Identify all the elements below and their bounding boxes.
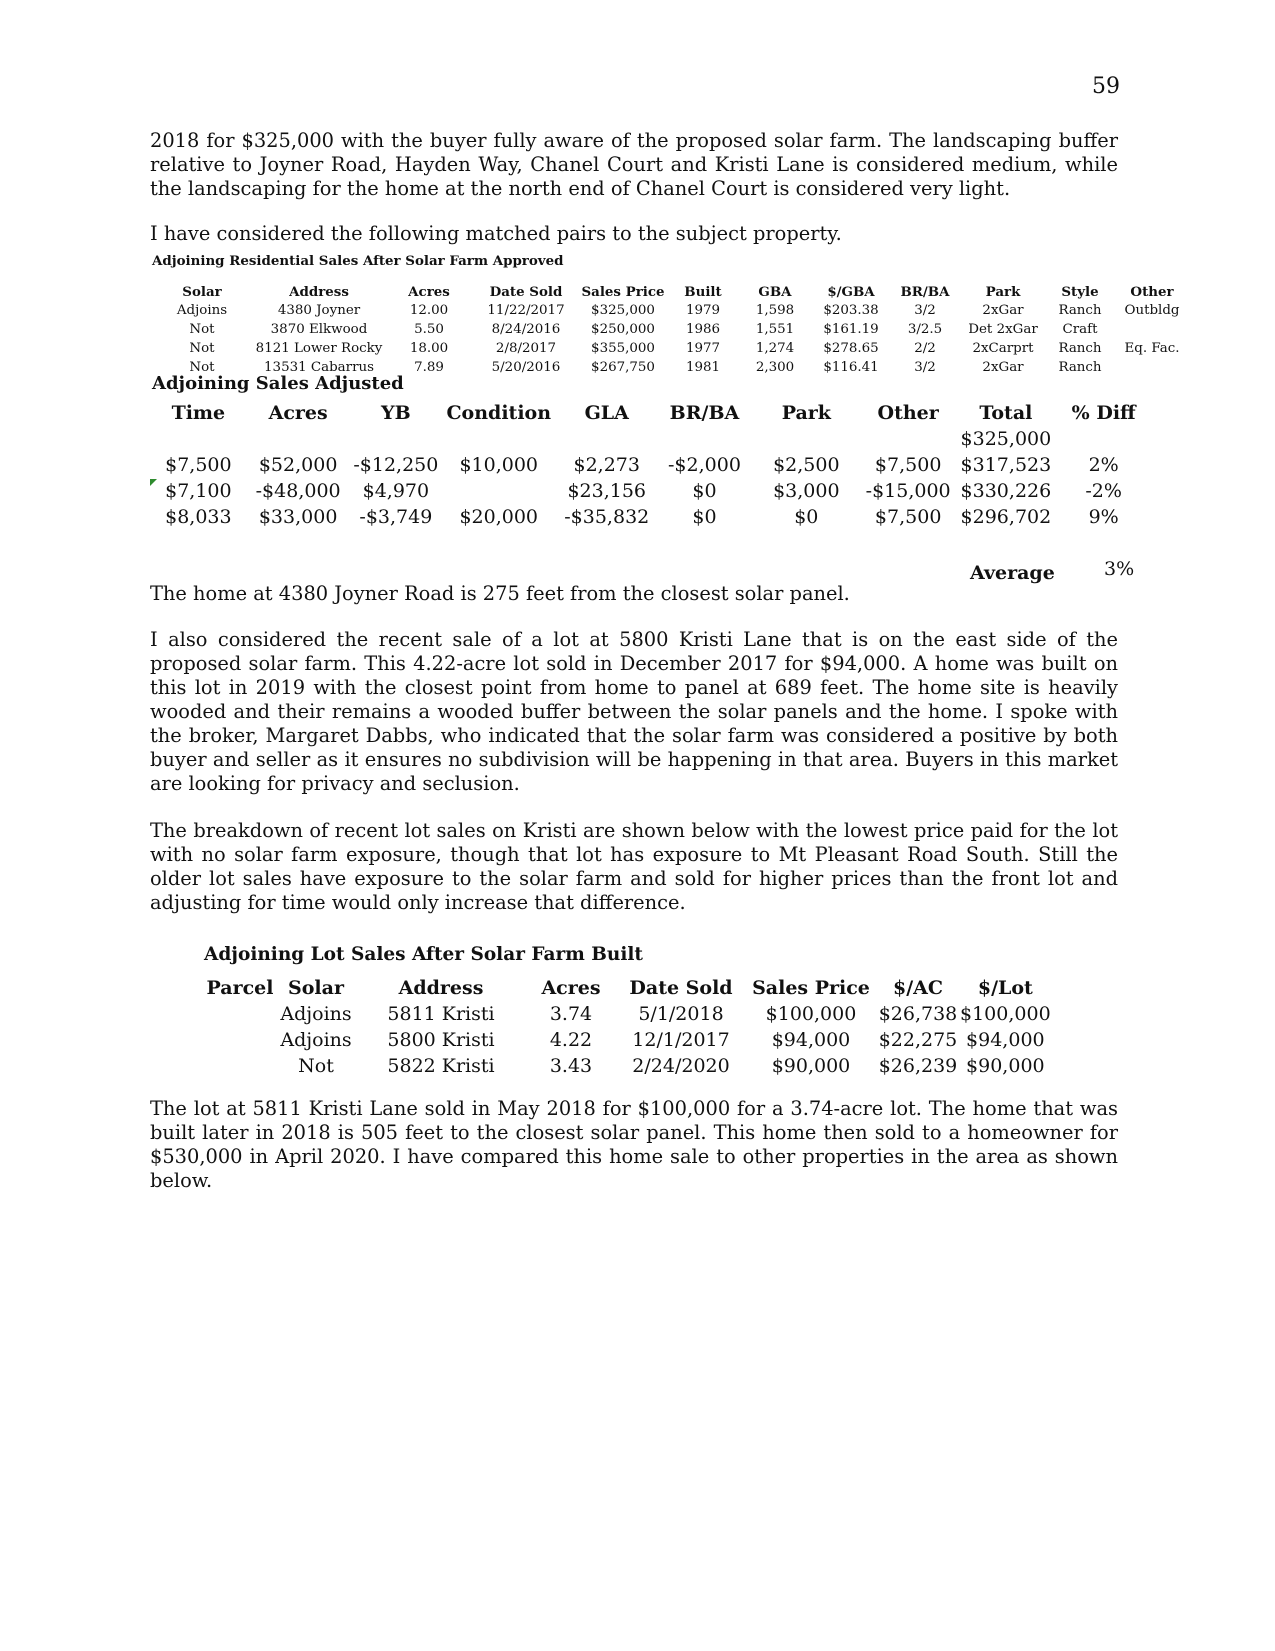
column-header: $/GBA: [827, 284, 875, 300]
table-cell: [862, 426, 955, 452]
average-value: 3%: [1104, 558, 1135, 580]
table-cell: $10,000: [459, 454, 539, 476]
table-cell: 3870 Elkwood: [270, 322, 368, 337]
table-cell: -$15,000: [865, 480, 951, 502]
table-cell: Not: [189, 360, 215, 375]
adjusted-sales-table: [150, 400, 1150, 530]
table-cell: 2%: [1088, 454, 1119, 476]
table-cell: Adjoins: [176, 303, 228, 318]
table-cell: $100,000: [960, 1003, 1051, 1025]
table1-body: [150, 301, 1190, 377]
table3-header: [204, 975, 1051, 1001]
table-row: [150, 452, 1150, 478]
table-cell: $116.41: [823, 360, 879, 375]
table-cell: [1114, 358, 1190, 377]
table-cell: $90,000: [966, 1055, 1045, 1077]
column-header: Time: [171, 402, 226, 424]
table-cell: 7.89: [414, 360, 444, 375]
table-cell: $23,156: [567, 480, 647, 502]
table-cell: $325,000: [591, 303, 655, 318]
table1-caption: Adjoining Residential Sales After Solar Farm Approved: [152, 253, 564, 269]
column-header: Solar: [182, 284, 222, 300]
paragraph-kristi-home-sale: The lot at 5811 Kristi Lane sold in May 2018 for $100,000 for a 3.74-acre lot. The home that was built later in 2018 is 505 feet to the closest solar panel. This home then sold to a homeowner for $530,000 in April 2020. I have compared this home sale to other properties in the area as shown below.: [150, 1097, 1118, 1192]
lot-sales-table: [204, 975, 1051, 1079]
table-cell: 5800 Kristi: [387, 1029, 495, 1051]
table-cell: $250,000: [591, 322, 655, 337]
table-cell: $7,500: [874, 506, 942, 528]
table-cell: $0: [692, 506, 717, 528]
table-cell: [247, 426, 350, 452]
table-cell: [204, 1001, 276, 1027]
column-header: % Diff: [1071, 402, 1136, 424]
table-cell: 3/2.5: [907, 322, 943, 337]
column-header: Sales Price: [581, 284, 665, 300]
table-cell: 4.22: [549, 1029, 593, 1051]
table-cell: $0: [794, 506, 819, 528]
paragraph-kristi-lot: I also considered the recent sale of a lot at 5800 Kristi Lane that is on the east side of the proposed solar farm. This 4.22-acre lot sold in December 2017 for $94,000. A home was built on this lot in 2019 with the closest point from home to panel at 689 feet. The home site is heavily wooded and their remains a wooded buffer between the solar panels and the home. I spoke with the broker, Margaret Dabbs, who indicated that the solar farm was considered a positive by both buyer and seller as it ensures no subdivision will be happening in that area. Buyers in this market are looking for privacy and seclusion.: [150, 628, 1118, 795]
column-header: GLA: [584, 402, 629, 424]
table-cell: $26,738: [878, 1003, 958, 1025]
table-cell: 5/20/2016: [491, 360, 561, 375]
table-row: [150, 504, 1150, 530]
table3-caption: Adjoining Lot Sales After Solar Farm Built: [204, 944, 643, 965]
table-cell: $20,000: [459, 506, 539, 528]
column-header: Condition: [446, 402, 552, 424]
table-cell: $317,523: [960, 454, 1052, 476]
table-cell: $0: [692, 480, 717, 502]
table-cell: [658, 426, 751, 452]
residential-sales-table: [150, 283, 1190, 377]
column-header: GBA: [758, 284, 792, 300]
table-cell: [204, 1053, 276, 1079]
table-cell: $26,239: [878, 1055, 958, 1077]
table-cell: [1114, 320, 1190, 339]
column-header: Acres: [268, 402, 328, 424]
table-cell: $94,000: [771, 1029, 851, 1051]
table-cell: $4,970: [362, 480, 430, 502]
table-row: [204, 1027, 1051, 1053]
column-header: Built: [684, 284, 722, 300]
table-cell: 2,300: [755, 360, 795, 375]
paragraph-distance: The home at 4380 Joyner Road is 275 feet from the closest solar panel.: [150, 582, 850, 605]
table-cell: [442, 426, 555, 452]
table-cell: $94,000: [966, 1029, 1045, 1051]
table-cell: 12.00: [409, 303, 449, 318]
table-cell: 3.74: [549, 1003, 593, 1025]
table-cell: $52,000: [258, 454, 338, 476]
table-cell: 2/24/2020: [632, 1055, 730, 1077]
table-row: [150, 426, 1150, 452]
table-cell: 2xGar: [982, 303, 1024, 318]
table2-caption: Adjoining Sales Adjusted: [152, 373, 404, 394]
column-header: Other: [877, 402, 939, 424]
table-cell: 8/24/2016: [491, 322, 561, 337]
table-cell: Craft: [1062, 322, 1098, 337]
table-cell: -$35,832: [564, 506, 650, 528]
table-cell: $33,000: [258, 506, 338, 528]
table-cell: 2/8/2017: [495, 341, 557, 356]
column-header: Style: [1061, 284, 1099, 300]
table-cell: Ranch: [1058, 341, 1102, 356]
table-cell: $2,500: [773, 454, 840, 476]
column-header: Total: [979, 402, 1033, 424]
table-cell: $7,100: [165, 480, 232, 502]
column-header: BR/BA: [900, 284, 950, 300]
table-cell: 2xCarprt: [972, 341, 1034, 356]
table-cell: 1,274: [755, 341, 795, 356]
column-header: Address: [398, 977, 484, 999]
table-cell: $330,226: [960, 480, 1052, 502]
table-cell: 4380 Joyner: [277, 303, 361, 318]
table-cell: $355,000: [591, 341, 655, 356]
table-cell: 2/2: [914, 341, 936, 356]
table-cell: -2%: [1085, 480, 1122, 502]
table-cell: Adjoins: [280, 1029, 352, 1051]
table-cell: -$48,000: [255, 480, 341, 502]
column-header: Solar: [288, 977, 344, 999]
table-cell: [442, 478, 555, 504]
paragraph-lot-breakdown: The breakdown of recent lot sales on Kristi are shown below with the lowest price paid for the lot with no solar farm exposure, though that lot has exposure to Mt Pleasant Road South. Still the older lot sales have exposure to the solar farm and sold for higher prices than the front lot and adjusting for time would only increase that difference.: [150, 819, 1118, 914]
table-cell: Outbldg: [1124, 303, 1180, 318]
table-cell: $8,033: [165, 506, 232, 528]
table-cell: 3/2: [914, 360, 936, 375]
table-cell: Not: [189, 341, 215, 356]
table-cell: 13531 Cabarrus: [264, 360, 374, 375]
table-cell: 12/1/2017: [632, 1029, 730, 1051]
table-cell: $22,275: [878, 1029, 958, 1051]
table-cell: $161.19: [823, 322, 879, 337]
table-cell: 5/1/2018: [638, 1003, 724, 1025]
table-cell: $267,750: [591, 360, 655, 375]
table-cell: Det 2xGar: [968, 322, 1038, 337]
table-cell: Ranch: [1058, 360, 1102, 375]
column-header: Address: [289, 284, 349, 300]
paragraph-matched-pairs: I have considered the following matched pairs to the subject property.: [150, 222, 842, 245]
table-cell: 8121 Lower Rocky: [255, 341, 383, 356]
table-cell: $7,500: [874, 454, 942, 476]
table-cell: 5.50: [414, 322, 444, 337]
table-cell: -$2,000: [668, 454, 741, 476]
table-cell: Not: [189, 322, 215, 337]
average-label: Average: [970, 562, 1055, 584]
column-header: $/AC: [892, 977, 944, 999]
table-cell: 1,551: [755, 322, 795, 337]
column-header: Parcel: [206, 977, 274, 999]
table-cell: 1986: [685, 322, 721, 337]
table-cell: 1981: [685, 360, 721, 375]
table-cell: [204, 1027, 276, 1053]
column-header: Acres: [541, 977, 601, 999]
table-cell: 18.00: [409, 341, 449, 356]
column-header: Date Sold: [629, 977, 733, 999]
table-row: [150, 320, 1190, 339]
column-header: Sales Price: [752, 977, 870, 999]
table3-body: [204, 1001, 1051, 1079]
table-cell: [150, 426, 247, 452]
column-header: Date Sold: [489, 284, 563, 300]
table-cell: $100,000: [765, 1003, 857, 1025]
table-cell: -$3,749: [359, 506, 433, 528]
table-cell: 5811 Kristi: [387, 1003, 495, 1025]
column-header: Acres: [408, 284, 450, 300]
table1-header: [150, 283, 1190, 301]
table2-header: [150, 400, 1150, 426]
table-cell: $2,273: [573, 454, 640, 476]
table-row: [204, 1053, 1051, 1079]
table-cell: Eq. Fac.: [1124, 341, 1180, 356]
table-cell: 1,598: [755, 303, 795, 318]
table-row: [204, 1001, 1051, 1027]
table-cell: 3.43: [549, 1055, 593, 1077]
table-cell: 5822 Kristi: [387, 1055, 495, 1077]
table-cell: $296,702: [960, 506, 1052, 528]
page-number: 59: [1092, 74, 1120, 99]
table-cell: $278.65: [823, 341, 879, 356]
table-cell: $90,000: [771, 1055, 851, 1077]
column-header: Park: [985, 284, 1021, 300]
table-cell: 11/22/2017: [487, 303, 565, 318]
table-cell: [350, 426, 443, 452]
table-cell: -$12,250: [353, 454, 439, 476]
column-header: Other: [1130, 284, 1174, 300]
table-cell: $325,000: [960, 428, 1052, 450]
table-cell: Not: [298, 1055, 334, 1077]
table-cell: 1977: [685, 341, 721, 356]
table-cell: [1057, 426, 1150, 452]
table-cell: [751, 426, 862, 452]
table-cell: 3/2: [914, 303, 936, 318]
table-row: [150, 478, 1150, 504]
column-header: Park: [781, 402, 831, 424]
table-cell: 1979: [685, 303, 721, 318]
table-cell: 9%: [1088, 506, 1119, 528]
table-cell: [555, 426, 658, 452]
table-row: [150, 301, 1190, 320]
table-cell: 2xGar: [982, 360, 1024, 375]
column-header: BR/BA: [669, 402, 740, 424]
column-header: YB: [381, 402, 411, 424]
table-row: [150, 339, 1190, 358]
table-cell: Adjoins: [280, 1003, 352, 1025]
column-header: $/Lot: [977, 977, 1033, 999]
table-cell: $203.38: [823, 303, 879, 318]
table-cell: $7,500: [165, 454, 232, 476]
paragraph-intro: 2018 for $325,000 with the buyer fully aware of the proposed solar farm. The landscaping buffer relative to Joyner Road, Hayden Way, Chanel Court and Kristi Lane is considered medium, while the landscaping for the home at the north end of Chanel Court is considered very light.: [150, 129, 1118, 200]
table-cell: Ranch: [1058, 303, 1102, 318]
table-cell: $3,000: [773, 480, 840, 502]
table2-body: [150, 426, 1150, 530]
